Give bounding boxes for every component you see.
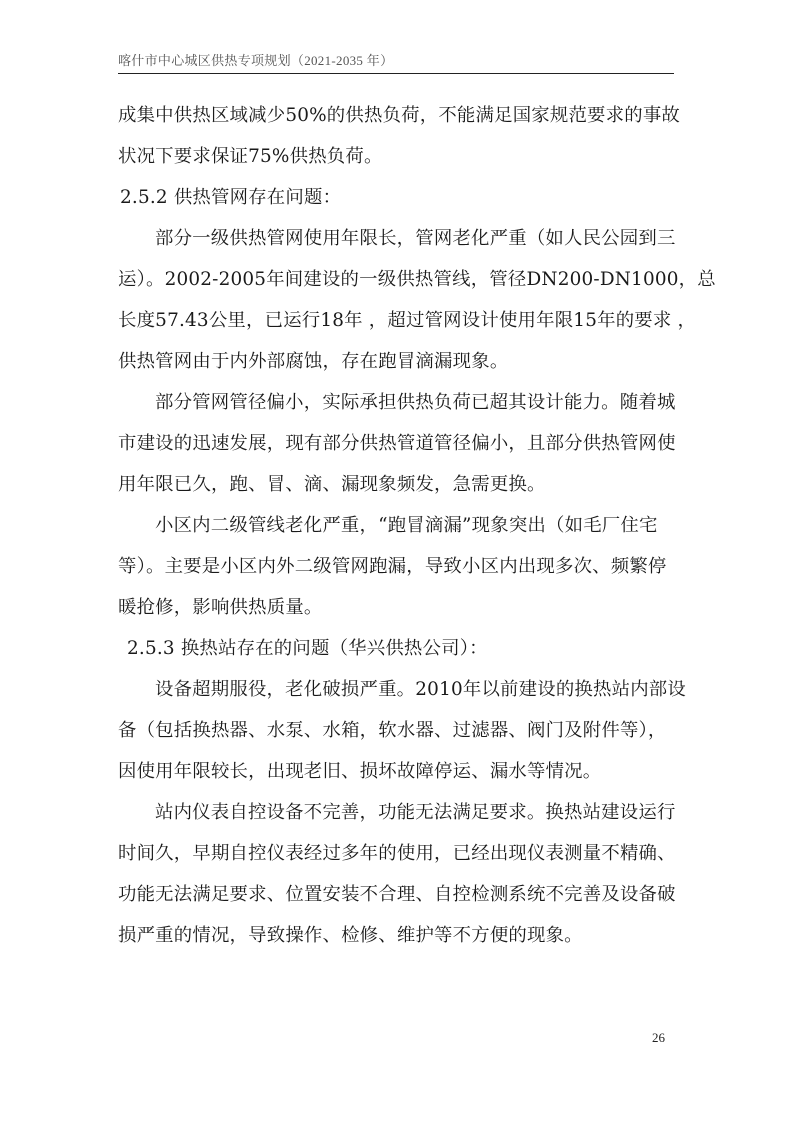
paragraph-line: 因使用年限较长，出现老旧、损坏故障停运、漏水等情况。	[118, 761, 602, 782]
paragraph-line: 用年限已久，跑、冒、滴、漏现象频发，急需更换。	[118, 474, 546, 495]
paragraph-line: 站内仪表自控设备不完善，功能无法满足要求。换热站建设运行	[155, 802, 676, 823]
paragraph-line: 状况下要求保证75%供热负荷。	[118, 146, 383, 167]
page-header: 喀什市中心城区供热专项规划（2021-2035 年）	[118, 53, 394, 68]
paragraph-line: 运）。2002-2005年间建设的一级供热管线，管径DN200-DN1000，总	[118, 269, 716, 290]
paragraph-line: 暖抢修，影响供热质量。	[118, 597, 323, 618]
header-rule	[118, 73, 674, 74]
paragraph-line: 部分一级供热管网使用年限长，管网老化严重（如人民公园到三	[155, 228, 676, 249]
paragraph-line: 长度57.43公里，已运行18年 ，超过管网设计使用年限15年的要求 ，	[118, 310, 697, 331]
paragraph-line: 成集中供热区域减少50%的供热负荷，不能满足国家规范要求的事故	[118, 105, 681, 126]
document-body	[118, 95, 716, 956]
paragraph-line: 备（包括换热器、水泵、水箱，软水器、过滤器、阀门及附件等），	[118, 720, 667, 741]
page-number: 26	[652, 1030, 665, 1045]
paragraph-line: 部分管网管径偏小，实际承担供热负荷已超其设计能力。随着城	[155, 392, 676, 413]
paragraph-line: 功能无法满足要求、位置安装不合理、自控检测系统不完善及设备破	[118, 884, 676, 905]
paragraph-line: 等）。主要是小区内外二级管网跑漏，导致小区内出现多次、频繁停	[118, 556, 667, 577]
paragraph-line: 时间久，早期自控仪表经过多年的使用，已经出现仪表测量不精确、	[118, 843, 676, 864]
section-heading-2-5-2: 2.5.2 供热管网存在问题：	[120, 187, 342, 208]
paragraph-line: 供热管网由于内外部腐蚀，存在跑冒滴漏现象。	[118, 351, 509, 372]
section-heading-2-5-3: 2.5.3 换热站存在的问题（华兴供热公司）：	[127, 638, 488, 659]
paragraph-line: 小区内二级管线老化严重，“跑冒滴漏”现象突出（如毛厂住宅	[155, 515, 658, 536]
paragraph-line: 损严重的情况，导致操作、检修、维护等不方便的现象。	[118, 925, 583, 946]
paragraph-line: 市建设的迅速发展，现有部分供热管道管径偏小，且部分供热管网使	[118, 433, 676, 454]
paragraph-line: 设备超期服役，老化破损严重。2010年以前建设的换热站内部设	[155, 679, 686, 700]
